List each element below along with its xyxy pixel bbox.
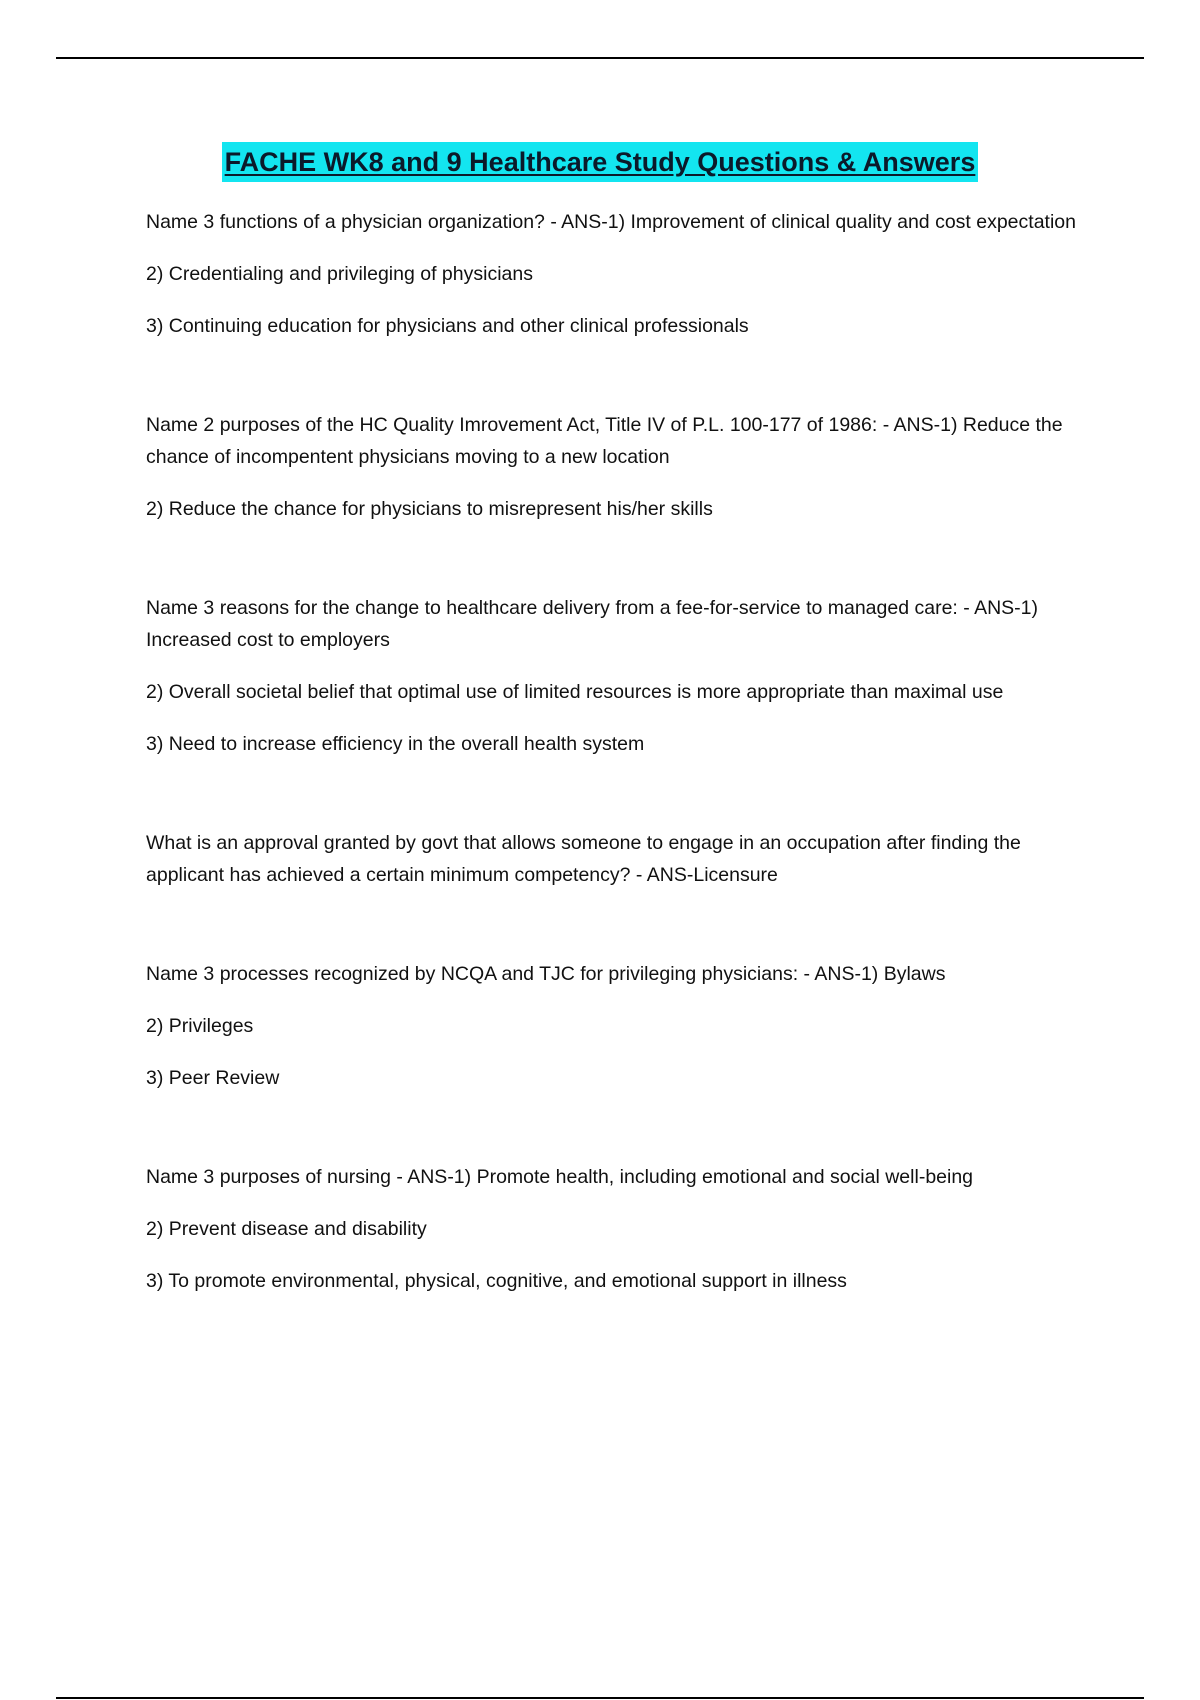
question-line: What is an approval granted by govt that allows someone to engage in an occupation after finding the applicant has achieved a certain minimum competency? - ANS-Licensure — [146, 832, 1021, 886]
answer-line: 2) Prevent disease and disability — [146, 1218, 427, 1240]
answer-line: 3) To promote environmental, physical, cognitive, and emotional support in illness — [146, 1270, 847, 1292]
answer-line: 2) Privileges — [146, 1015, 254, 1037]
qa-item-5 — [146, 958, 1086, 1094]
answer-line: 3) Peer Review — [146, 1067, 280, 1089]
answer-line: 2) Overall societal belief that optimal use of limited resources is more appropriate than maximal use — [146, 681, 1004, 703]
qa-item-3 — [146, 592, 1086, 760]
answer-line: 3) Continuing education for physicians and other clinical professionals — [146, 315, 749, 337]
document-title: FACHE WK8 and 9 Healthcare Study Questions & Answers — [222, 142, 979, 182]
question-line: Name 3 processes recognized by NCQA and TJC for privileging physicians: - ANS-1) Bylaws — [146, 963, 946, 985]
question-line: Name 3 functions of a physician organization? - ANS-1) Improvement of clinical quality and cost expectation — [146, 211, 1076, 233]
answer-line: 3) Need to increase efficiency in the overall health system — [146, 733, 645, 755]
question-line: Name 2 purposes of the HC Quality Imrovement Act, Title IV of P.L. 100-177 of 1986: - ANS-1) Reduce the chance of incompentent physicians moving to a new location — [146, 414, 1063, 468]
qa-item-6 — [146, 1161, 1086, 1297]
footer-rule — [56, 1697, 1144, 1699]
answer-line: 2) Reduce the chance for physicians to misrepresent his/her skills — [146, 498, 713, 520]
question-line: Name 3 purposes of nursing - ANS-1) Promote health, including emotional and social well-being — [146, 1166, 974, 1188]
title-container — [0, 142, 1200, 182]
qa-item-1 — [146, 206, 1086, 342]
header-rule — [56, 57, 1144, 59]
question-line: Name 3 reasons for the change to healthcare delivery from a fee-for-service to managed care: - ANS-1) Increased cost to employers — [146, 597, 1039, 651]
qa-item-2 — [146, 409, 1086, 525]
document-body — [146, 206, 1086, 1364]
answer-line: 2) Credentialing and privileging of physicians — [146, 263, 533, 285]
qa-item-4 — [146, 827, 1086, 891]
